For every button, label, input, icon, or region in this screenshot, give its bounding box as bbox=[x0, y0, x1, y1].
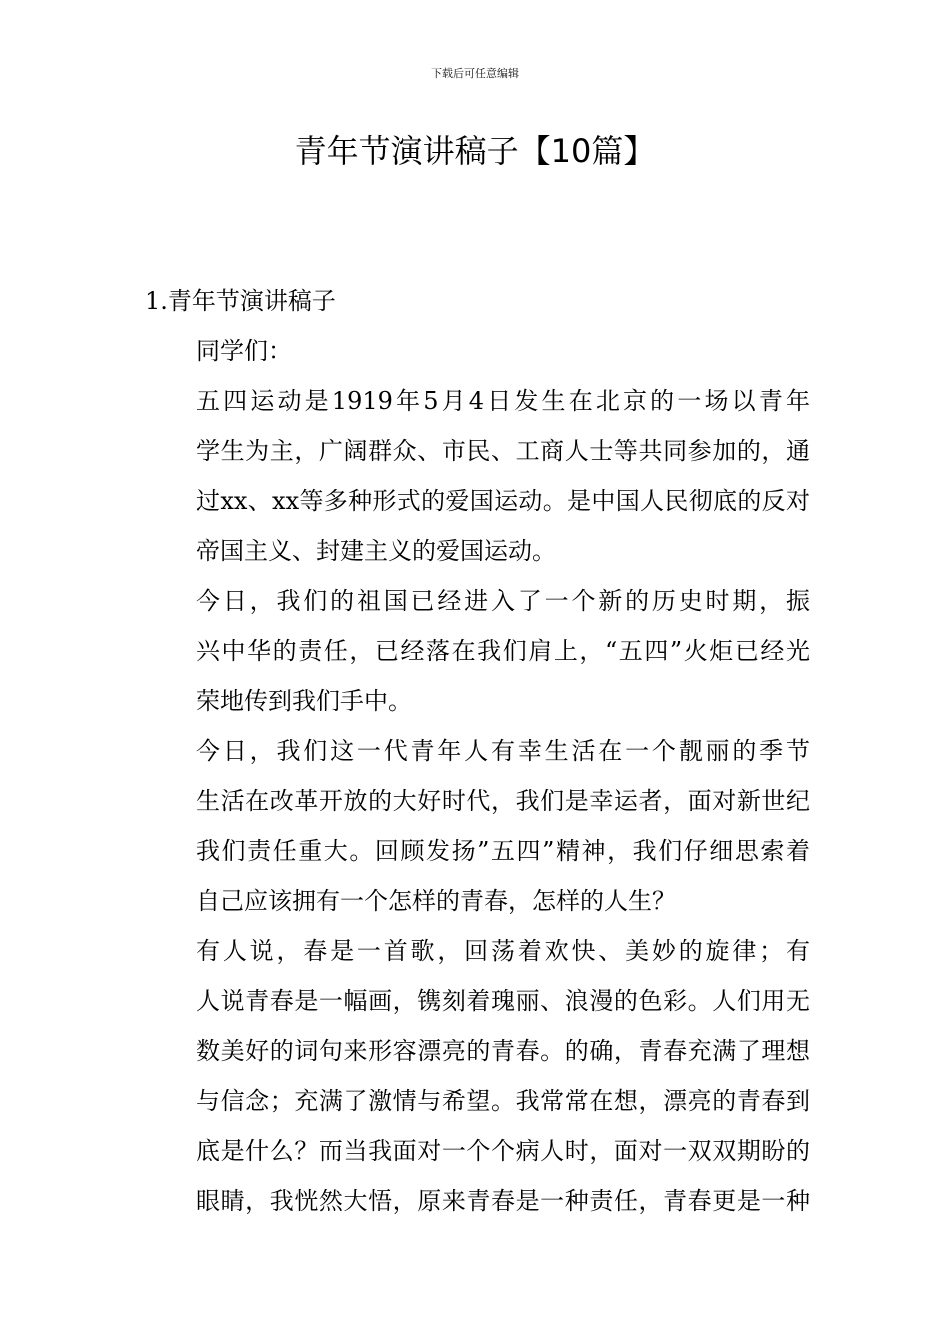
paragraph-line: 自己应该拥有一个怎样的青春，怎样的人生？ bbox=[196, 887, 676, 915]
paragraph-line: 兴中华的责任，已经落在我们肩上，“五四”火炬已经光 bbox=[196, 637, 810, 665]
header-note: 下载后可任意编辑 bbox=[431, 67, 519, 80]
paragraph-line: 今日，我们的祖国已经进入了一个新的历史时期，振 bbox=[196, 587, 810, 615]
paragraph-line: 眼睛，我恍然大悟，原来青春是一种责任，青春更是一种 bbox=[196, 1187, 810, 1215]
paragraph-line: 与信念；充满了激情与希望。我常常在想，漂亮的青春到 bbox=[196, 1087, 810, 1115]
paragraph-line: 五四运动是1919年5月4日发生在北京的一场以青年 bbox=[196, 387, 810, 415]
paragraph-youth bbox=[145, 926, 810, 1226]
paragraph-may-fourth bbox=[145, 376, 810, 576]
section-heading: 1.青年节演讲稿子 bbox=[145, 287, 336, 315]
document-body bbox=[145, 276, 810, 1226]
paragraph-line: 数美好的词句来形容漂亮的青春。的确，青春充满了理想 bbox=[196, 1037, 810, 1065]
paragraph-line: 过xx、xx等多种形式的爱国运动。是中国人民彻底的反对 bbox=[196, 487, 810, 515]
paragraph-line: 生活在改革开放的大好时代，我们是幸运者，面对新世纪 bbox=[196, 787, 810, 815]
paragraph-line: 底是什么？而当我面对一个个病人时，面对一双双期盼的 bbox=[196, 1137, 810, 1165]
paragraph-line: 同学们： bbox=[196, 337, 292, 365]
paragraph-line: 有人说，春是一首歌，回荡着欢快、美妙的旋律；有 bbox=[196, 937, 810, 965]
paragraph-line: 帝国主义、封建主义的爱国运动。 bbox=[196, 537, 556, 565]
paragraph-greeting bbox=[145, 326, 810, 376]
paragraph-line: 今日，我们这一代青年人有幸生活在一个靓丽的季节 bbox=[196, 737, 810, 765]
document-title: 青年节演讲稿子【10篇】 bbox=[294, 132, 656, 170]
paragraph-line: 荣地传到我们手中。 bbox=[196, 687, 412, 715]
paragraph-line: 学生为主，广阔群众、市民、工商人士等共同参加的，通 bbox=[196, 437, 810, 465]
paragraph-line: 人说青春是一幅画，镌刻着瑰丽、浪漫的色彩。人们用无 bbox=[196, 987, 810, 1015]
paragraph-today-2 bbox=[145, 726, 810, 926]
paragraph-line: 我们责任重大。回顾发扬”五四”精神，我们仔细思索着 bbox=[196, 837, 810, 865]
paragraph-today-1 bbox=[145, 576, 810, 726]
